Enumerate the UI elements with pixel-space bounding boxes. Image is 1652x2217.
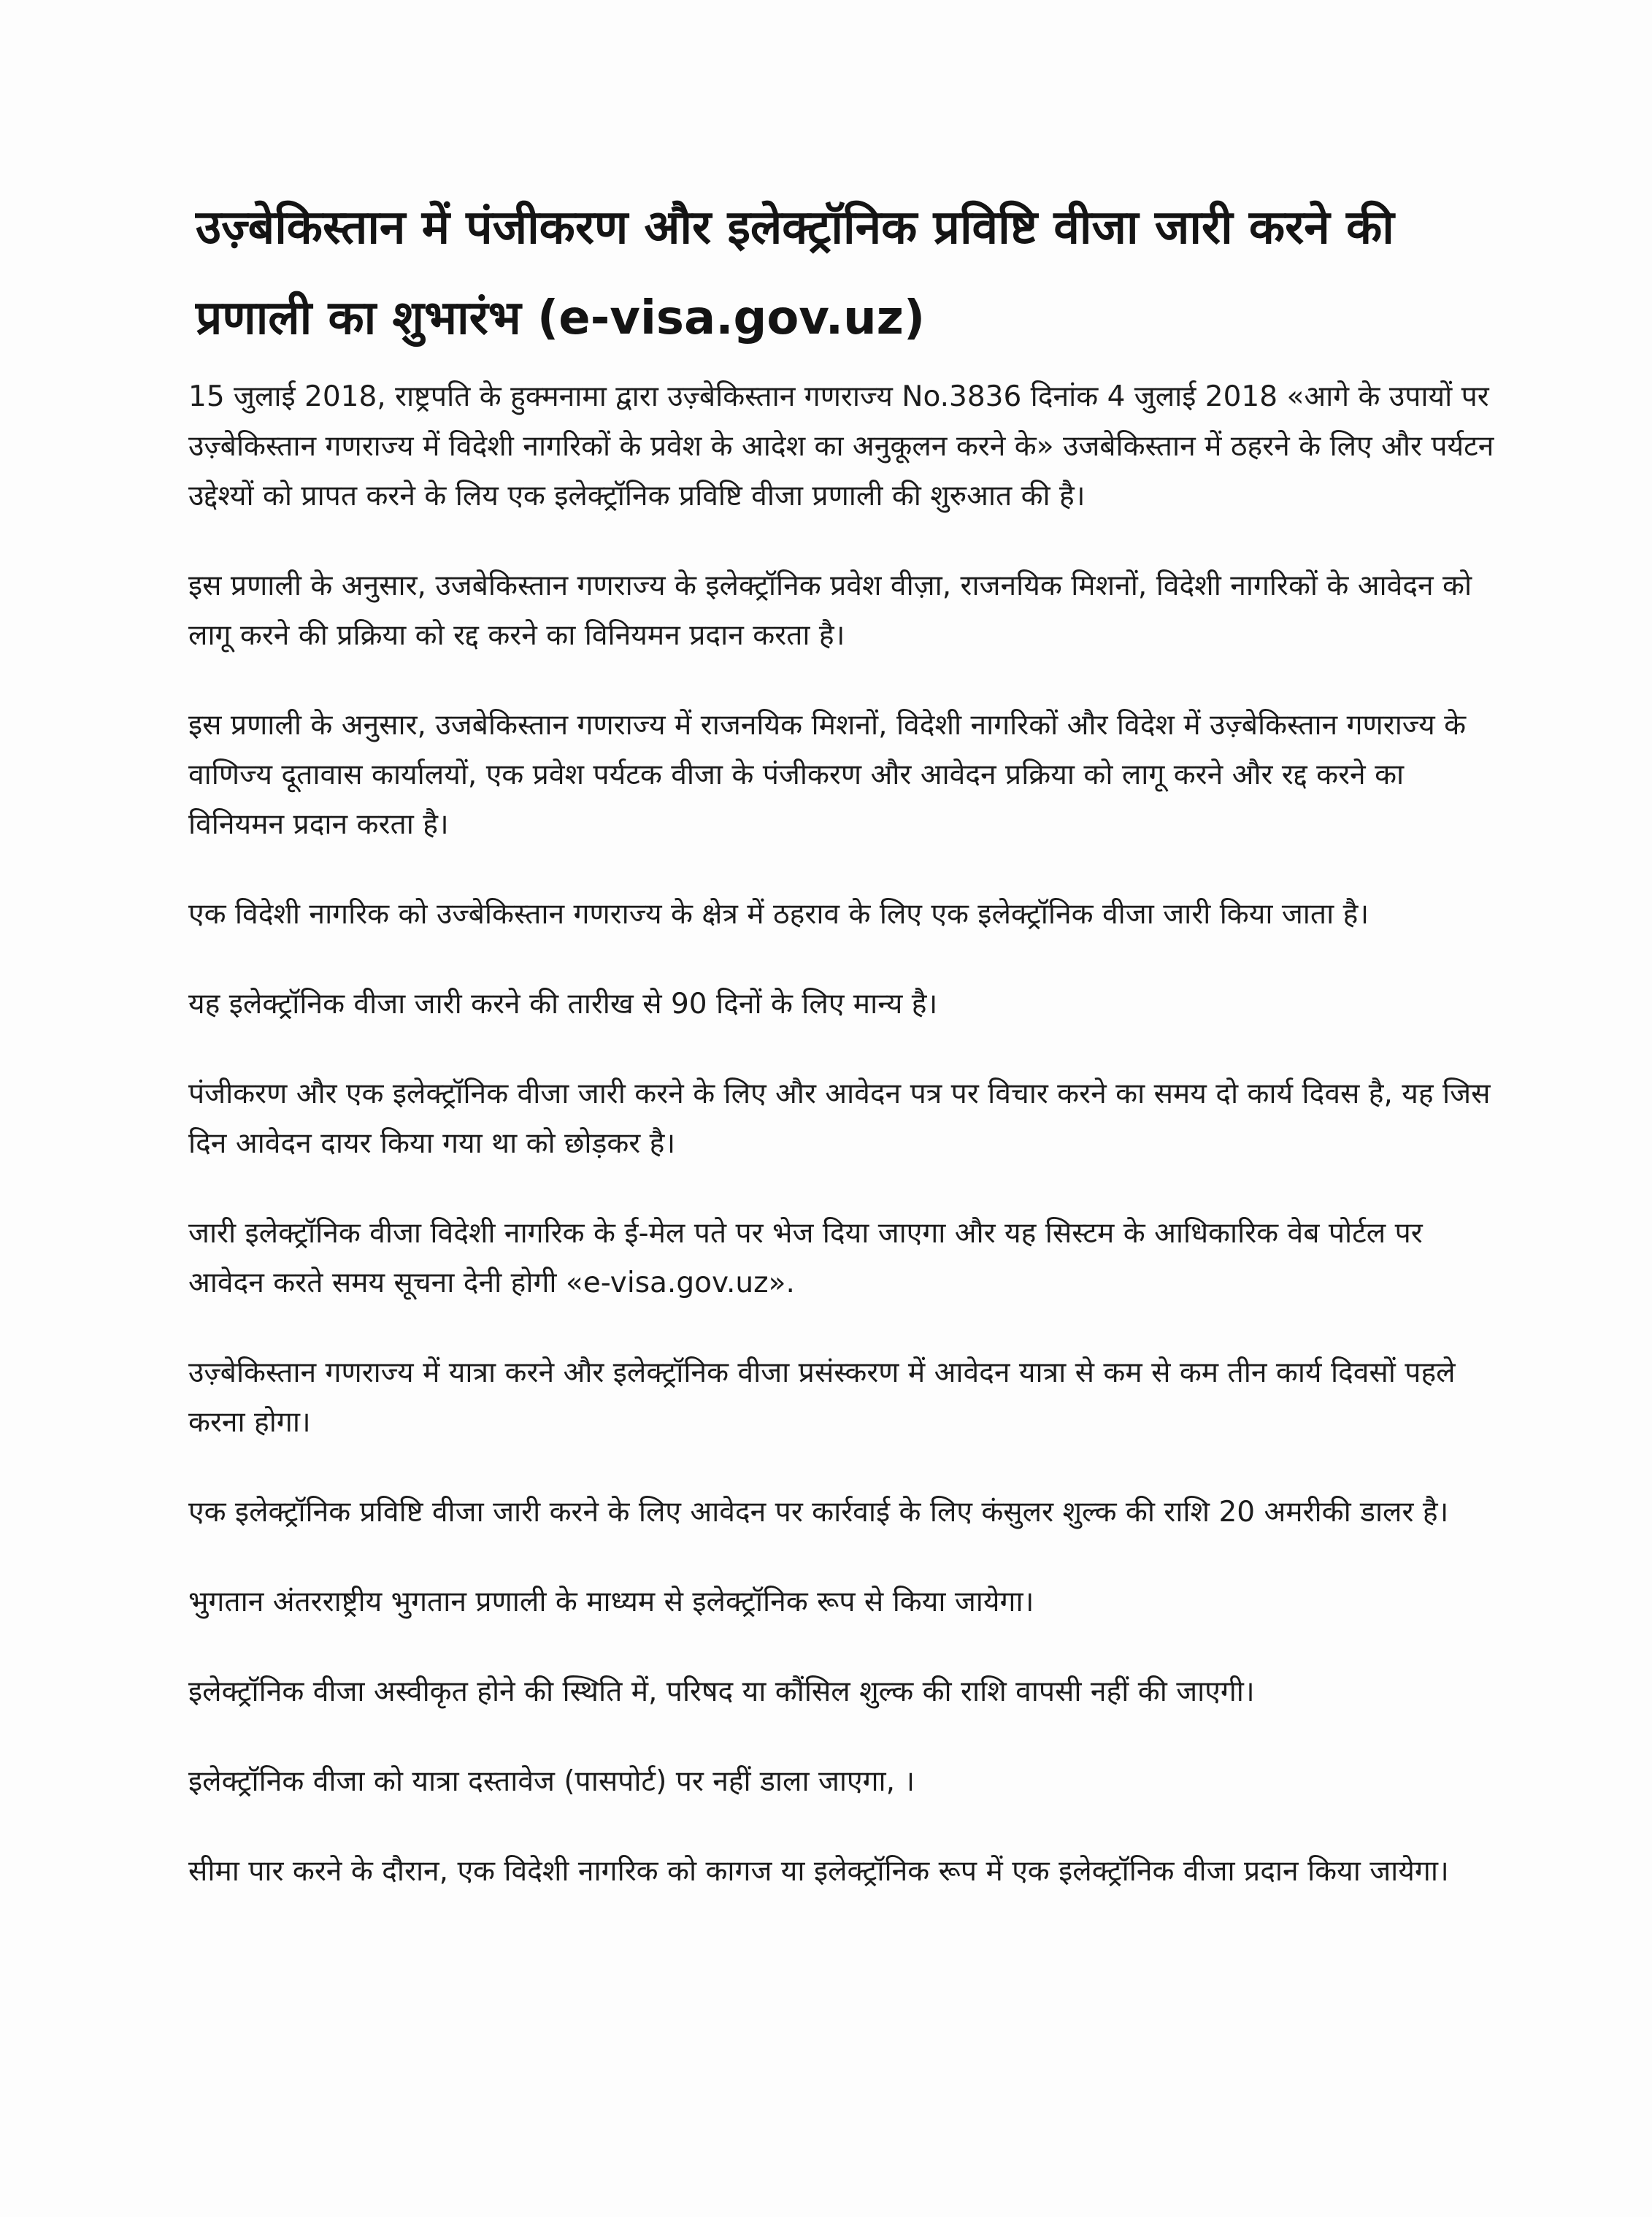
paragraph-payment-method: भुगतान अंतरराष्ट्रीय भुगतान प्रणाली के माध्यम से इलेक्ट्रॉनिक रूप से किया जायेगा। <box>188 1586 1034 1618</box>
paragraph-cancellation-regulation: इस प्रणाली के अनुसार, उजबेकिस्तान गणराज्य के इलेक्ट्रॉनिक प्रवेश वीज़ा, राजनयिक मिशनों, विदेशी नागरिकों के आवेदन को लागू करने की प्रक्रिया को रद्द करने का विनियमन प्रदान करता है। <box>188 569 1472 652</box>
paragraph-visa-issued-for-stay: एक विदेशी नागरिक को उज्बेकिस्तान गणराज्य के क्षेत्र में ठहराव के लिए एक इलेक्ट्रॉनिक वीजा जारी किया जाता है। <box>188 898 1369 931</box>
paragraph-apply-three-days-before: उज़्बेकिस्तान गणराज्य में यात्रा करने और इलेक्ट्रॉनिक वीजा प्रसंस्करण में आवेदन यात्रा से कम से कम तीन कार्य दिवसों पहले करना होगा। <box>188 1356 1456 1439</box>
paragraph-email-delivery: जारी इलेक्ट्रॉनिक वीजा विदेशी नागरिक के ई-मेल पते पर भेज दिया जाएगा और यह सिस्टम के आधिकारिक वेब पोर्टल पर आवेदन करते समय सूचना देनी होगी «e-visa.gov.uz». <box>188 1217 1423 1299</box>
paragraph-tourist-visa-regulation: इस प्रणाली के अनुसार, उजबेकिस्तान गणराज्य में राजनयिक मिशनों, विदेशी नागरिकों और विदेश में उज़्बेकिस्तान गणराज्य के वाणिज्य दूतावास कार्यालयों, एक प्रवेश पर्यटक वीजा के पंजीकरण और आवेदन प्रक्रिया को लागू करने और रद्द करने का विनियमन प्रदान करता है। <box>188 709 1467 841</box>
paragraph-validity-90-days: यह इलेक्ट्रॉनिक वीजा जारी करने की तारीख से 90 दिनों के लिए मान्य है। <box>188 988 938 1021</box>
paragraph-no-refund: इलेक्ट्रॉनिक वीजा अस्वीकृत होने की स्थिति में, परिषद या कौंसिल शुल्क की राशि वापसी नहीं की जाएगी। <box>188 1675 1255 1708</box>
document-body <box>188 372 1502 1937</box>
paragraph-border-crossing: सीमा पार करने के दौरान, एक विदेशी नागरिक को कागज या इलेक्ट्रॉनिक रूप में एक इलेक्ट्रॉनिक वीजा प्रदान किया जायेगा। <box>188 1855 1449 1888</box>
document-title: उज़्बेकिस्तान में पंजीकरण और इलेक्ट्रॉनिक प्रविष्टि वीजा जारी करने की प्रणाली का शुभारंभ (e-visa.gov.uz) <box>196 201 1394 345</box>
paragraph-decree-intro: 15 जुलाई 2018, राष्ट्रपति के हुक्मनामा द्वारा उज़्बेकिस्तान गणराज्य No.3836 दिनांक 4 जुलाई 2018 «आगे के उपायों पर उज़्बेकिस्तान गणराज्य में विदेशी नागरिकों के प्रवेश के आदेश का अनुकूलन करने के» उजबेकिस्तान में ठहरने के लिए और पर्यटन उद्देश्यों को प्रापत करने के लिय एक इलेक्ट्रॉनिक प्रविष्टि वीजा प्रणाली की शुरुआत की है। <box>188 380 1494 512</box>
paragraph-not-on-passport: इलेक्ट्रॉनिक वीजा को यात्रा दस्तावेज (पासपोर्ट) पर नहीं डाला जाएगा, । <box>188 1765 915 1798</box>
paragraph-consular-fee: एक इलेक्ट्रॉनिक प्रविष्टि वीजा जारी करने के लिए आवेदन पर कार्रवाई के लिए कंसुलर शुल्क की राशि 20 अमरीकी डालर है। <box>188 1496 1449 1529</box>
paragraph-processing-time: पंजीकरण और एक इलेक्ट्रॉनिक वीजा जारी करने के लिए और आवेदन पत्र पर विचार करने का समय दो कार्य दिवस है, यह जिस दिन आवेदन दायर किया गया था को छोड़कर है। <box>188 1077 1491 1160</box>
